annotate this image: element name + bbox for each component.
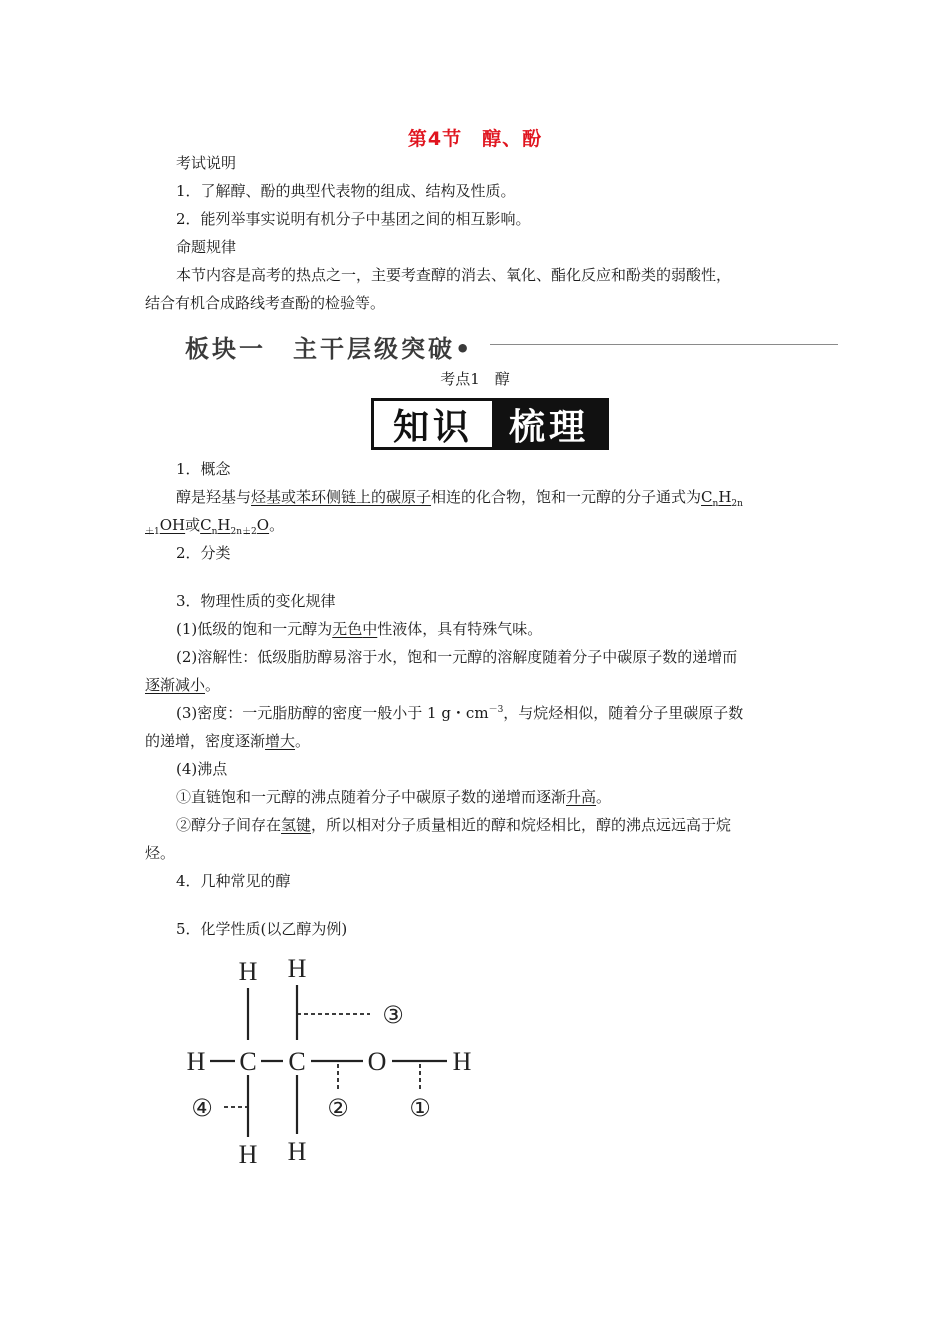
blank-answer: 中	[362, 620, 378, 638]
rules-line-1: 本节内容是高考的热点之一，主要考查醇的消去、氧化、酯化反应和酚类的弱酸性，	[176, 266, 732, 284]
atom-h-left: H	[186, 1047, 206, 1076]
text: ，与烷烃相似，随着分子里碳原子数	[503, 704, 744, 722]
concept-line-1	[176, 486, 743, 509]
physical-heading: 3．物理性质的变化规律	[176, 592, 336, 610]
physical-p2: (2)溶解性：低级脂肪醇易溶于水，饱和一元醇的溶解度随着分子中碳原子数的递增而	[176, 648, 738, 666]
section-heading	[185, 329, 473, 364]
text: C	[200, 516, 212, 534]
text: (3)密度：一元脂肪醇的密度一般小于 1 g・cm	[176, 704, 489, 722]
exam-item-2: 2．能列举事实说明有机分子中基团之间的相互影响。	[176, 210, 531, 228]
physical-p3	[176, 702, 743, 723]
subscript: n	[712, 499, 719, 509]
section-title: 板块一 主干层级突破	[185, 335, 455, 363]
text: ①直链饱和一元醇的沸点随着分子中碳原子数的递增而逐渐	[176, 788, 567, 806]
atom-o: O	[367, 1047, 387, 1076]
physical-p4-2	[176, 814, 731, 835]
text: 。	[205, 676, 221, 694]
concept-heading: 1．概念	[176, 460, 231, 478]
common-heading: 4．几种常见的醇	[176, 872, 291, 890]
text: 醇是羟基与	[176, 488, 252, 506]
superscript: －3	[488, 705, 504, 715]
atom-h-top-left: H	[238, 957, 258, 986]
subscript: n	[211, 527, 218, 537]
rules-line-2: 结合有机合成路线考查酚的检验等。	[145, 294, 386, 312]
blank-answer: 升高	[566, 788, 597, 806]
atom-c2: C	[288, 1047, 306, 1076]
blank-answer: 氢键	[281, 816, 312, 834]
text: 性液体，具有特殊气味。	[377, 620, 543, 638]
formula-blank-2	[200, 516, 270, 537]
text: 的递增，密度逐渐	[145, 732, 266, 750]
exam-item-1: 1．了解醇、酚的典型代表物的组成、结构及性质。	[176, 182, 516, 200]
exam-heading: 考试说明	[176, 154, 237, 172]
concept-line-2	[145, 514, 284, 537]
text: 相连的化合物，饱和一元醇的分子通式为	[431, 488, 702, 506]
blank-answer: 增大	[265, 732, 296, 750]
text: O	[256, 516, 270, 534]
atom-h-bottom-left: H	[238, 1140, 258, 1169]
kaodian-title: 考点1 醇	[440, 370, 510, 388]
label-bond-3: ③	[382, 1001, 404, 1029]
physical-p4-1	[176, 786, 611, 807]
text: 或	[185, 516, 201, 534]
atom-c1: C	[239, 1047, 257, 1076]
page-title: 第4节 醇、酚	[407, 128, 543, 150]
physical-p1	[176, 618, 542, 639]
blank-answer: 烃基或苯环侧链上的碳原子	[251, 488, 432, 506]
text: ②醇分子间存在	[176, 816, 282, 834]
atom-h-top-right: H	[287, 954, 307, 983]
subscript: 2n	[731, 499, 743, 509]
label-bond-2: ②	[327, 1094, 349, 1122]
physical-p3-cont	[145, 730, 310, 751]
text: H	[718, 488, 732, 506]
physical-p4-2-cont: 烃。	[145, 844, 176, 862]
physical-p2-cont	[145, 674, 220, 695]
label-bond-4: ④	[191, 1094, 213, 1122]
text: ，所以相对分子质量相近的醇和烷烃相比，醇的沸点远远高于烷	[311, 816, 732, 834]
ethanol-structure-diagram	[170, 950, 490, 1170]
rules-heading: 命题规律	[176, 238, 237, 256]
text: 。	[596, 788, 612, 806]
formula-blank-1	[701, 488, 743, 509]
formula-blank-1-cont	[145, 516, 186, 537]
blank-answer: 逐渐减小	[145, 676, 206, 694]
text: 。	[295, 732, 311, 750]
knowledge-banner	[371, 398, 609, 450]
section-dot: •	[455, 335, 474, 363]
banner-right: 梳理	[492, 401, 606, 447]
classify-heading: 2．分类	[176, 544, 231, 562]
chem-heading: 5．化学性质(以乙醇为例)	[176, 920, 348, 938]
subscript: ＋1	[145, 527, 160, 537]
section-rule	[490, 344, 838, 345]
physical-p4: (4)沸点	[176, 760, 228, 778]
text: OH	[159, 516, 186, 534]
subscript: 2n＋2	[230, 527, 257, 537]
text: C	[701, 488, 713, 506]
atom-h-right: H	[452, 1047, 472, 1076]
text: H	[217, 516, 231, 534]
blank-answer: 无色	[332, 620, 363, 638]
atom-h-bottom-right: H	[287, 1137, 307, 1166]
label-bond-1: ①	[409, 1094, 431, 1122]
banner-left: 知识	[392, 406, 473, 448]
text: (1)低级的饱和一元醇为	[176, 620, 333, 638]
text: 。	[269, 516, 285, 534]
